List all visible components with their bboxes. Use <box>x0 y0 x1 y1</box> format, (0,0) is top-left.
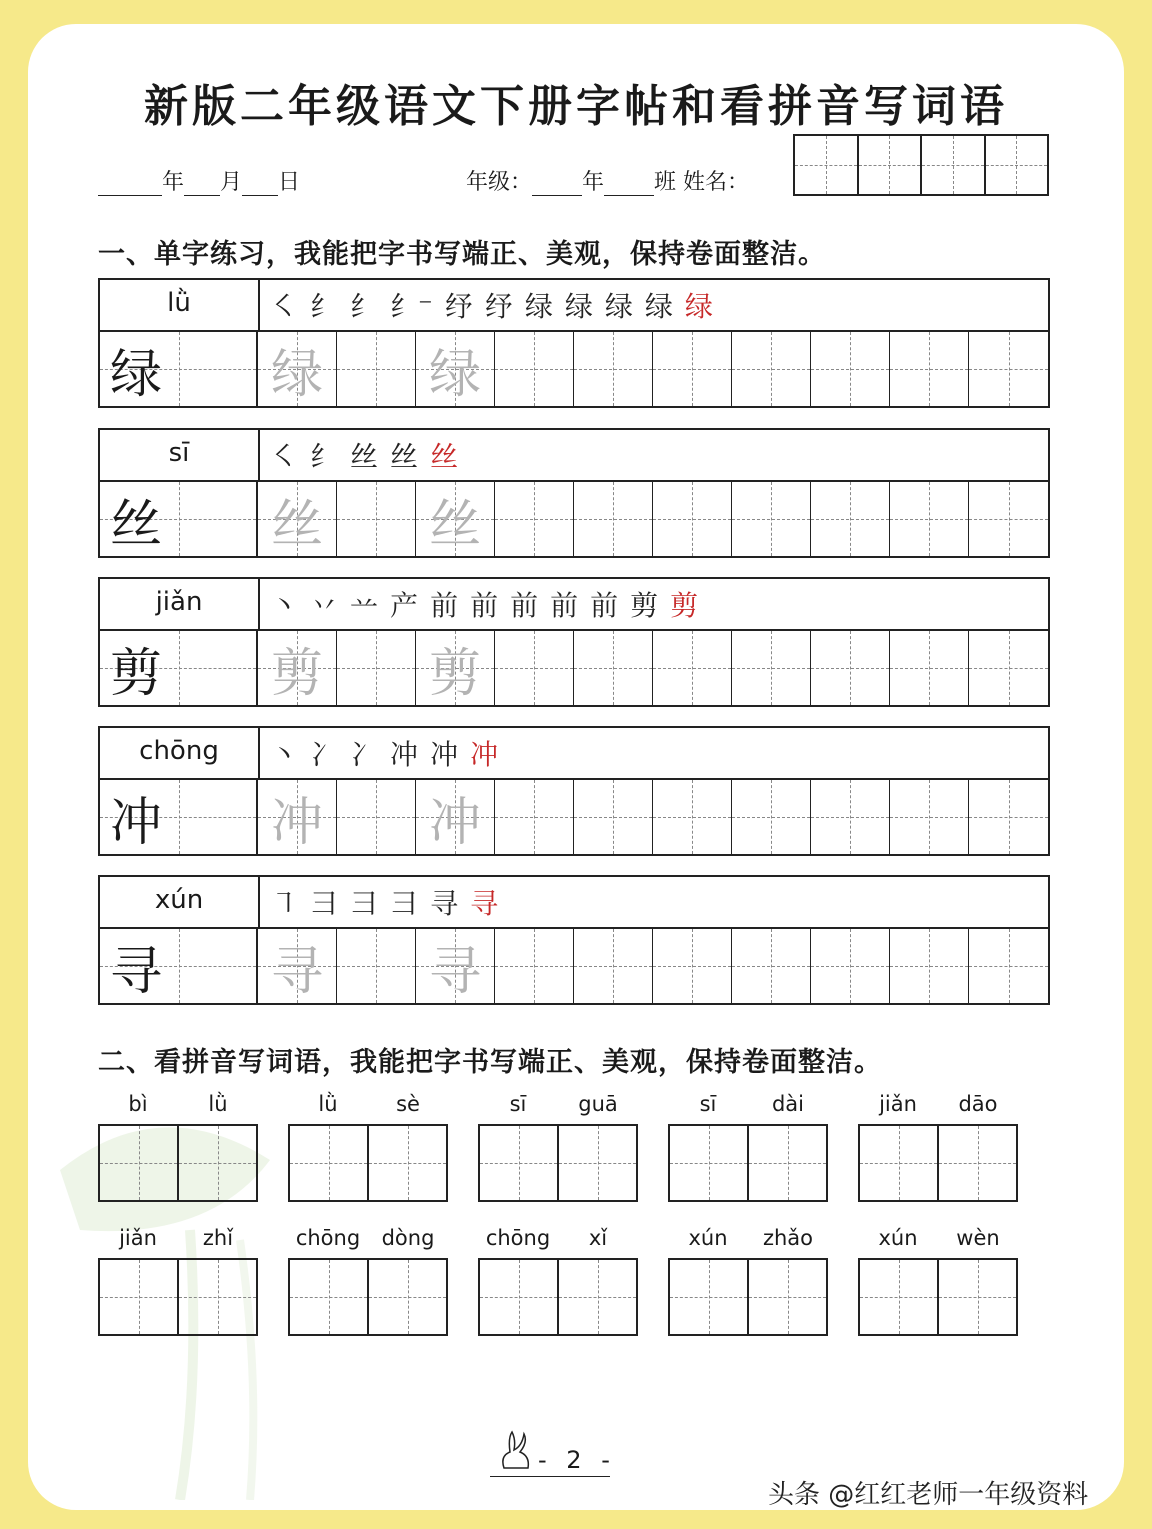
writing-cell[interactable] <box>416 780 495 854</box>
model-char-cell <box>100 780 258 854</box>
page-number-underline <box>490 1476 610 1477</box>
stroke-step: 纟 <box>310 440 339 473</box>
writing-cell[interactable] <box>653 482 732 556</box>
trace-character: 绿 <box>428 344 481 405</box>
word-pinyin: dòng <box>381 1226 435 1250</box>
stroke-step: 绿 <box>684 290 713 323</box>
model-char-cell <box>100 631 258 705</box>
name-cell[interactable] <box>859 136 923 194</box>
word-writing-cell[interactable] <box>480 1126 559 1200</box>
word-writing-cell[interactable] <box>179 1260 256 1334</box>
stroke-step: 纟⁻ <box>390 290 433 323</box>
word-pinyin: wèn <box>956 1226 1000 1250</box>
model-character: 冲 <box>110 792 163 853</box>
writing-cell[interactable] <box>653 780 732 854</box>
rabbit-icon <box>494 1428 538 1472</box>
writing-cell[interactable] <box>258 482 337 556</box>
word-writing-grid <box>98 1258 258 1336</box>
stroke-order <box>270 284 713 326</box>
writing-cell[interactable] <box>969 332 1048 406</box>
word-writing-cell[interactable] <box>559 1126 636 1200</box>
word-writing-cell[interactable] <box>290 1126 369 1200</box>
word-writing-cell[interactable] <box>860 1260 939 1334</box>
writing-grid-row <box>100 332 1048 406</box>
writing-cell[interactable] <box>811 929 890 1003</box>
writing-cell[interactable] <box>495 482 574 556</box>
word-pinyin: xún <box>878 1226 918 1250</box>
stroke-step: 剪 <box>630 589 659 622</box>
writing-cell[interactable] <box>811 482 890 556</box>
writing-cell[interactable] <box>416 929 495 1003</box>
model-character: 绿 <box>110 344 163 405</box>
practice-block <box>98 875 1050 1005</box>
stroke-step: 丶 <box>270 738 299 771</box>
writing-cell[interactable] <box>337 929 416 1003</box>
writing-cell[interactable] <box>969 482 1048 556</box>
writing-cell[interactable] <box>495 929 574 1003</box>
trace-character: 寻 <box>428 941 481 1002</box>
writing-cell[interactable] <box>258 780 337 854</box>
word-writing-grid <box>98 1124 258 1202</box>
word-writing-cell[interactable] <box>369 1260 446 1334</box>
writing-cell[interactable] <box>495 332 574 406</box>
writing-cell[interactable] <box>969 929 1048 1003</box>
word-pinyin: sī <box>699 1092 717 1116</box>
writing-cell[interactable] <box>811 780 890 854</box>
pinyin-text: chōng <box>100 736 258 766</box>
writing-cell[interactable] <box>337 780 416 854</box>
word-pinyin: lǜ <box>208 1092 228 1116</box>
word-pinyin: lǜ <box>318 1092 338 1116</box>
word-pinyin: xún <box>688 1226 728 1250</box>
trace-character: 寻 <box>270 941 323 1002</box>
pinyin-row <box>100 877 1048 929</box>
writing-cell[interactable] <box>574 929 653 1003</box>
trace-character: 剪 <box>270 643 323 704</box>
writing-cell[interactable] <box>416 631 495 705</box>
stroke-step: 丶 <box>270 589 299 622</box>
model-character: 剪 <box>110 643 163 704</box>
writing-cell[interactable] <box>258 631 337 705</box>
stroke-step: 丝 <box>390 440 419 473</box>
stroke-step: 纾 <box>444 290 473 323</box>
word-pinyin: chōng <box>295 1226 361 1250</box>
model-character: 丝 <box>110 494 163 555</box>
word-pinyin: jiǎn <box>879 1092 917 1116</box>
stroke-step: 丝 <box>350 440 379 473</box>
writing-cell[interactable] <box>495 631 574 705</box>
word-writing-cell[interactable] <box>670 1260 749 1334</box>
word-pinyin: bì <box>128 1092 148 1116</box>
word-pinyin: xǐ <box>588 1226 608 1250</box>
writing-cell[interactable] <box>574 482 653 556</box>
stroke-order <box>270 732 498 774</box>
writing-cell[interactable] <box>574 780 653 854</box>
writing-cell[interactable] <box>890 482 969 556</box>
pinyin-row <box>100 430 1048 482</box>
writing-cell[interactable] <box>811 332 890 406</box>
word-pinyin: sè <box>396 1092 420 1116</box>
practice-block <box>98 726 1050 856</box>
stroke-step: 前 <box>510 589 539 622</box>
writing-cell[interactable] <box>890 631 969 705</box>
trace-character: 剪 <box>428 643 481 704</box>
writing-cell[interactable] <box>732 482 811 556</box>
stroke-order <box>270 583 698 625</box>
word-pinyin: dài <box>771 1092 805 1116</box>
writing-cell[interactable] <box>653 631 732 705</box>
stroke-step: 前 <box>470 589 499 622</box>
writing-cell[interactable] <box>732 631 811 705</box>
stroke-step: 产 <box>390 589 419 622</box>
writing-cell[interactable] <box>732 929 811 1003</box>
trace-character: 丝 <box>428 494 481 555</box>
stroke-step: 前 <box>430 589 459 622</box>
pinyin-text: lǜ <box>100 288 258 318</box>
writing-cell[interactable] <box>337 631 416 705</box>
stroke-step: 冲 <box>470 738 499 771</box>
word-writing-cell[interactable] <box>860 1126 939 1200</box>
writing-cell[interactable] <box>890 780 969 854</box>
word-writing-cell[interactable] <box>179 1126 256 1200</box>
writing-cell[interactable] <box>732 332 811 406</box>
page-title: 新版二年级语文下册字帖和看拼音写词语 <box>144 81 1008 132</box>
pinyin-text: sī <box>100 438 258 468</box>
stroke-step: 纟 <box>350 290 379 323</box>
word-writing-grid <box>858 1124 1018 1202</box>
writing-cell[interactable] <box>890 332 969 406</box>
writing-cell[interactable] <box>574 332 653 406</box>
word-writing-cell[interactable] <box>939 1260 1016 1334</box>
word-pinyin: guā <box>578 1092 618 1116</box>
stroke-step: 冫 <box>310 738 339 771</box>
stroke-step: 前 <box>590 589 619 622</box>
practice-block <box>98 428 1050 558</box>
stroke-step: 寻 <box>470 887 499 920</box>
writing-cell[interactable] <box>495 780 574 854</box>
writing-cell[interactable] <box>416 332 495 406</box>
stroke-step: 剪 <box>670 589 699 622</box>
word-writing-cell[interactable] <box>100 1126 179 1200</box>
word-writing-cell[interactable] <box>369 1126 446 1200</box>
trace-character: 绿 <box>270 344 323 405</box>
stroke-step: 冲 <box>390 738 419 771</box>
writing-cell[interactable] <box>337 482 416 556</box>
word-writing-cell[interactable] <box>100 1260 179 1334</box>
word-writing-grid <box>858 1258 1018 1336</box>
trace-character: 冲 <box>270 792 323 853</box>
model-char-cell <box>100 482 258 556</box>
pinyin-text: jiǎn <box>100 587 258 617</box>
stroke-order <box>270 434 458 476</box>
name-writing-grid[interactable] <box>793 134 1049 196</box>
writing-cell[interactable] <box>969 631 1048 705</box>
stroke-step: ㇛ <box>270 290 299 323</box>
word-writing-cell[interactable] <box>939 1126 1016 1200</box>
writing-cell[interactable] <box>574 631 653 705</box>
stroke-step: 前 <box>550 589 579 622</box>
stroke-order <box>270 881 498 923</box>
stroke-step: 彐 <box>310 887 339 920</box>
word-pinyin: zhǐ <box>202 1226 234 1250</box>
word-writing-grid <box>668 1258 828 1336</box>
writing-cell[interactable] <box>811 631 890 705</box>
pinyin-row <box>100 728 1048 780</box>
trace-character: 冲 <box>428 792 481 853</box>
word-pinyin: chōng <box>485 1226 551 1250</box>
word-writing-grid <box>478 1124 638 1202</box>
section1-heading: 一、单字练习，我能把字书写端正、美观，保持卷面整洁。 <box>98 239 826 270</box>
word-writing-cell[interactable] <box>749 1260 826 1334</box>
writing-cell[interactable] <box>416 482 495 556</box>
model-char-cell <box>100 332 258 406</box>
word-writing-cell[interactable] <box>749 1126 826 1200</box>
stroke-step: 寻 <box>430 887 459 920</box>
date-field: 年 月 日 <box>98 165 300 196</box>
stroke-step: ㇕ <box>270 887 299 920</box>
pinyin-text: xún <box>100 885 258 915</box>
writing-cell[interactable] <box>969 780 1048 854</box>
stroke-step: 丝 <box>430 440 459 473</box>
name-cell[interactable] <box>922 136 986 194</box>
stroke-step: ㇛ <box>270 440 299 473</box>
model-character: 寻 <box>110 941 163 1002</box>
writing-cell[interactable] <box>337 332 416 406</box>
writing-cell[interactable] <box>258 929 337 1003</box>
stroke-step: 绿 <box>524 290 553 323</box>
stroke-step: 冲 <box>430 738 459 771</box>
stroke-step: 丷 <box>310 589 339 622</box>
word-pinyin: zhǎo <box>762 1226 814 1250</box>
stroke-step: 冫 <box>350 738 379 771</box>
stroke-step: 䒑 <box>350 589 379 622</box>
pinyin-row <box>100 280 1048 332</box>
name-cell[interactable] <box>795 136 859 194</box>
word-pinyin: dāo <box>958 1092 998 1116</box>
name-cell[interactable] <box>986 136 1048 194</box>
word-writing-cell[interactable] <box>290 1260 369 1334</box>
model-char-cell <box>100 929 258 1003</box>
word-writing-cell[interactable] <box>480 1260 559 1334</box>
word-writing-grid <box>668 1124 828 1202</box>
practice-block <box>98 278 1050 408</box>
trace-character: 丝 <box>270 494 323 555</box>
stroke-step: 纾 <box>484 290 513 323</box>
stroke-step: 彐 <box>390 887 419 920</box>
writing-grid-row <box>100 929 1048 1003</box>
practice-block <box>98 577 1050 707</box>
writing-cell[interactable] <box>653 929 732 1003</box>
writing-cell[interactable] <box>258 332 337 406</box>
writing-grid-row <box>100 780 1048 854</box>
writing-cell[interactable] <box>653 332 732 406</box>
page-number: - 2 - <box>538 1446 616 1474</box>
stroke-step: 绿 <box>564 290 593 323</box>
stroke-step: 纟 <box>310 290 339 323</box>
word-writing-grid <box>288 1258 448 1336</box>
stroke-step: 绿 <box>604 290 633 323</box>
section2-heading: 二、看拼音写词语，我能把字书写端正、美观，保持卷面整洁。 <box>98 1047 882 1078</box>
word-writing-cell[interactable] <box>559 1260 636 1334</box>
writing-cell[interactable] <box>732 780 811 854</box>
word-writing-grid <box>478 1258 638 1336</box>
word-writing-grid <box>288 1124 448 1202</box>
pinyin-row <box>100 579 1048 631</box>
word-writing-cell[interactable] <box>670 1126 749 1200</box>
stroke-step: 绿 <box>644 290 673 323</box>
word-pinyin: jiǎn <box>119 1226 157 1250</box>
word-pinyin: sī <box>509 1092 527 1116</box>
writing-cell[interactable] <box>890 929 969 1003</box>
stroke-step: 彐 <box>350 887 379 920</box>
watermark-text: 头条 @红红老师一年级资料 <box>768 1480 1089 1510</box>
writing-grid-row <box>100 631 1048 705</box>
writing-grid-row <box>100 482 1048 556</box>
grade-class-name-field: 年级： 年 班 姓名： <box>466 170 750 195</box>
